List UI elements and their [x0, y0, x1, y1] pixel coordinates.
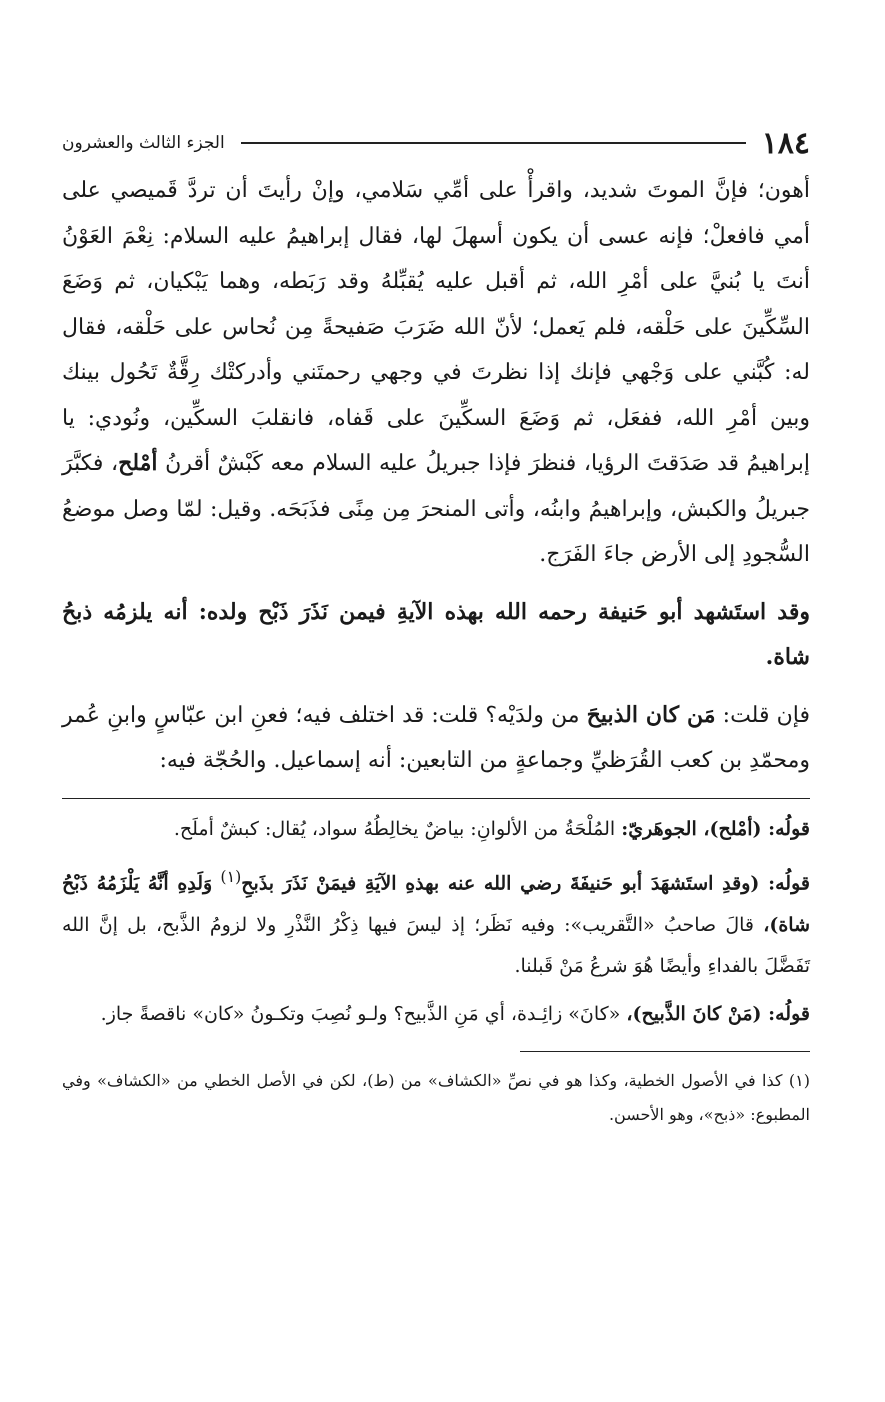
book-page	[62, 118, 810, 1132]
bold-term-dhabih: مَن كان الذبيحَ	[586, 701, 716, 728]
footnote-rule	[520, 1051, 810, 1052]
main-paragraph-1	[62, 168, 810, 578]
bold-term-amlah: أمْلح	[118, 450, 158, 476]
footnote-1: (١) كذا في الأصول الخطية، وكذا هو في نصِّ «الكشاف» من (ط)، لكن في الأصل الخطي من «الكشاف» وفي المطبوع: «ذبح»، وهو الأحسن.	[62, 1071, 811, 1125]
commentary-note-2-lead-2: وَلَدِهِ أنَّهُ يَلْزَمُهُ ذَبْحُ شاة)،	[62, 872, 810, 936]
commentary-note-1	[62, 809, 810, 851]
page-number: ١٨٤	[761, 125, 810, 161]
main-paragraph-3-rest: من ولدَيْه؟ قلت: قد اختلف فيه؛ فعنِ ابن عبّاسٍ وابنِ عُمر ومحمّدِ بن كعب القُرَظيِّ وجماعةٍ من التابعين: أنه إسماعيل. والحُجّة فيه:	[62, 702, 810, 773]
main-paragraph-3-start: فإن قلت:	[722, 702, 810, 728]
main-text	[62, 168, 810, 784]
commentary-section	[62, 809, 810, 1036]
header-rule	[241, 142, 746, 144]
main-paragraph-3	[62, 693, 810, 784]
page-header	[62, 118, 810, 168]
footnote-ref-1: (١)	[220, 867, 242, 886]
commentary-note-1-lead: قولُه: (أمْلح)، الجوهَريّ:	[621, 817, 810, 840]
commentary-note-3-lead: قولُه: (مَنْ كانَ الذَّبيح)،	[626, 1002, 810, 1025]
commentary-note-3-text: «كانَ» زائِـدة، أي مَنِ الذَّبيح؟ ولـو نُصِبَ وتكـونُ «كان» ناقصةً جاز.	[100, 1002, 621, 1025]
main-paragraph-2: وقد استَشهد أبو حَنيفة رحمه الله بهذه الآيةِ فيمن نَذَرَ ذَبْح ولده: أنه يلزمُه ذبحُ شاة.	[62, 598, 810, 670]
main-paragraph-1-text: أهون؛ فإنَّ الموتَ شديد، واقرأْ على أمِّي سَلامي، وإنْ رأيتَ أن تردَّ قَميصي على أمي فافعلْ؛ فإنه عسى أن يكون أسهلَ لها، فقال إبراهيمُ عليه السلام: نِعْمَ العَوْنُ أنتَ يا بُنيَّ على أمْرِ الله، ثم أقبل عليه يُقبِّلهُ وقد رَبَطه، وهما يَبْكيان، ثم وَضَعَ السِّكِّينَ على حَلْقه، فلم يَعمل؛ لأنّ الله ضَرَبَ صَفيحةً مِن نُحاس على حَلْقه، فقال له: كُبَّني على وَجْهي فإنك إذا نظرتَ في وجهي رحمتَني وأدركتْك رِقَّةٌ تَحُول بينك وبين أمْرِ الله، ففعَل، ثم وَضَعَ السكِّينَ على قَفاه، فانقلبَ السكِّين، ونُودي: يا إبراهيمُ قد صَدَقتَ الرؤيا، فنظرَ فإذا جبريلُ عليه السلام معه كَبْشٌ أقرنُ	[62, 178, 810, 476]
commentary-note-3	[62, 994, 810, 1036]
footnotes-section	[62, 1064, 810, 1132]
commentary-note-2	[62, 856, 810, 988]
commentary-note-2-text: قالَ صاحبُ «التَّقريب»: وفيه نَظَر؛ إذ ليسَ فيها ذِكْرُ النَّذْرِ ولا لزومُ الذَّبح، بل إنَّ الله تَفَضَّلَ بالفداءِ وأيضًا هُوَ شرعُ مَنْ قَبلنا.	[62, 913, 810, 978]
volume-title: الجزء الثالث والعشرون	[62, 133, 225, 153]
commentary-note-1-text: المُلْحَةُ من الألوانِ: بياضٌ يخالِطُهُ سواد، يُقال: كبشٌ أملَح.	[173, 817, 616, 840]
commentary-note-2-lead: قولُه: (وقدِ استَشهَدَ أبو حَنيفَةَ رضي الله عنه بهذهِ الآيَةِ فيمَنْ نَذَرَ بذَبحِ	[241, 872, 810, 895]
main-paragraph-1-end: ، فكبَّرَ جبريلُ والكبش، وإبراهيمُ وابنُه، وأتى المنحرَ مِن مِنًى فذَبَحَه. وقيل: لمّا وصل موضعُ السُّجودِ إلى الأرض جاءَ الفَرَج.	[62, 451, 810, 567]
commentary-separator	[62, 798, 810, 799]
